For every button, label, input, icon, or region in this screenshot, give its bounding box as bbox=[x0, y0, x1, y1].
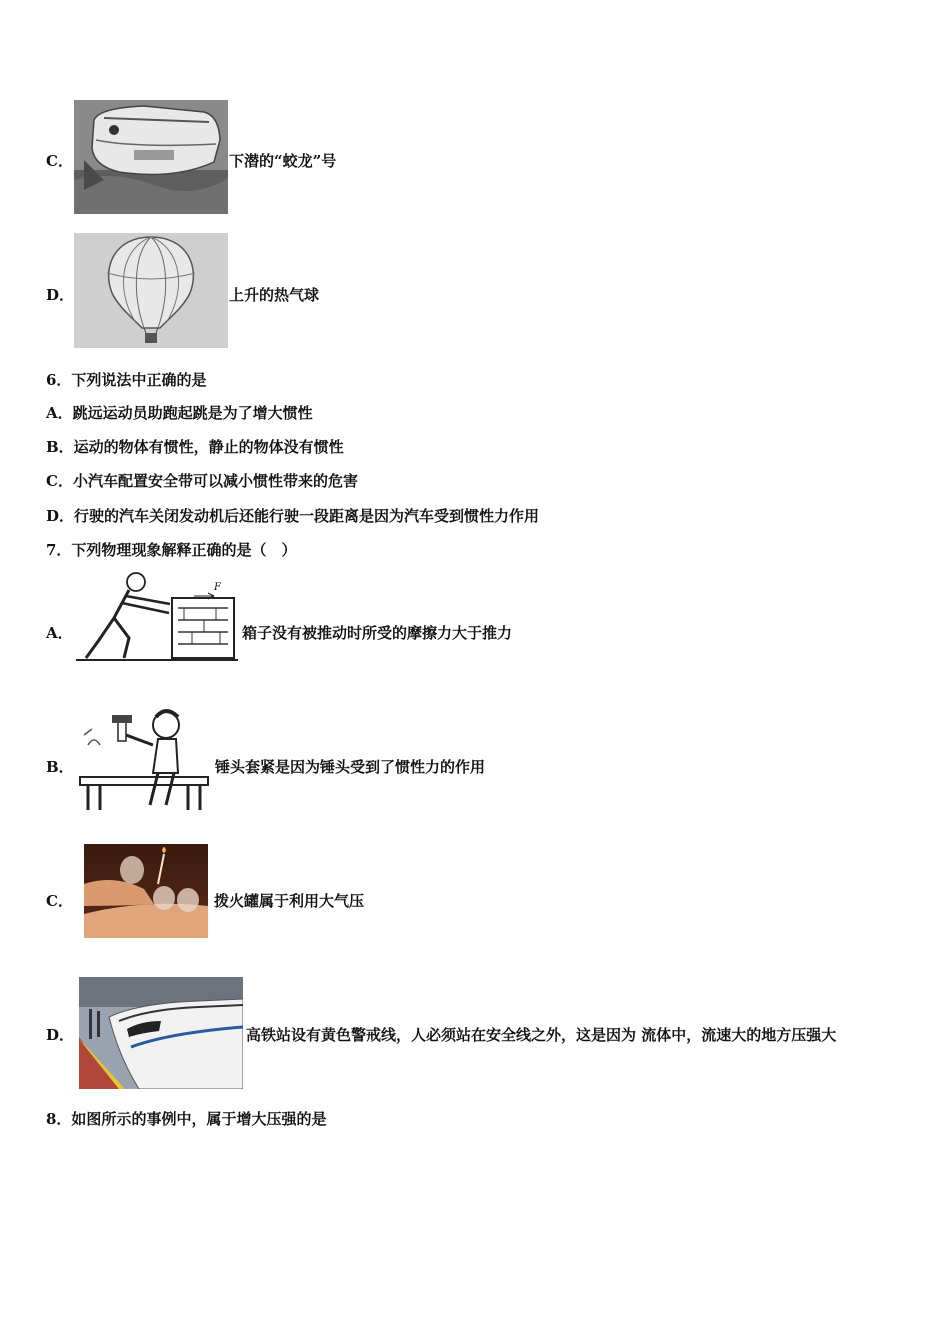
question-6-stem: 6．下列说法中正确的是 bbox=[46, 371, 207, 389]
question-6-option-d: D．行驶的汽车关闭发动机后还能行驶一段距离是因为汽车受到惯性力作用 bbox=[46, 507, 540, 525]
cupping-photo bbox=[84, 844, 208, 938]
hot-air-balloon-photo bbox=[74, 233, 228, 348]
option-letter: D． bbox=[46, 286, 75, 304]
submarine-photo bbox=[74, 100, 228, 214]
option-letter: C． bbox=[46, 892, 73, 910]
force-label: F bbox=[214, 582, 221, 593]
option-letter: C． bbox=[46, 152, 73, 170]
option-caption: 上升的热气球 bbox=[229, 286, 320, 304]
question-8-stem: 8．如图所示的事例中，属于增大压强的是 bbox=[46, 1110, 327, 1128]
pushing-box-drawing bbox=[74, 568, 240, 664]
question-7-stem: 7．下列物理现象解释正确的是（ ） bbox=[46, 541, 297, 559]
question-6-option-c: C．小汽车配置安全带可以减小惯性带来的危害 bbox=[46, 472, 358, 490]
option-caption: 箱子没有被推动时所受的摩擦力大于推力 bbox=[242, 624, 513, 642]
option-caption: 拨火罐属于利用大气压 bbox=[214, 892, 365, 910]
high-speed-train-photo bbox=[79, 977, 243, 1089]
option-letter: A． bbox=[46, 624, 73, 642]
option-caption: 下潜的“蛟龙”号 bbox=[229, 152, 337, 170]
option-caption: 高铁站设有黄色警戒线，人必须站在安全线之外，这是因为 流体中，流速大的地方压强大 bbox=[246, 1026, 837, 1044]
option-caption: 锤头套紧是因为锤头受到了惯性力的作用 bbox=[215, 758, 486, 776]
hammer-bench-drawing bbox=[78, 705, 212, 815]
question-6-option-b: B．运动的物体有惯性，静止的物体没有惯性 bbox=[46, 438, 344, 456]
option-letter: B． bbox=[46, 758, 74, 776]
question-6-option-a: A．跳远运动员助跑起跳是为了增大惯性 bbox=[46, 404, 313, 422]
option-letter: D． bbox=[46, 1026, 75, 1044]
